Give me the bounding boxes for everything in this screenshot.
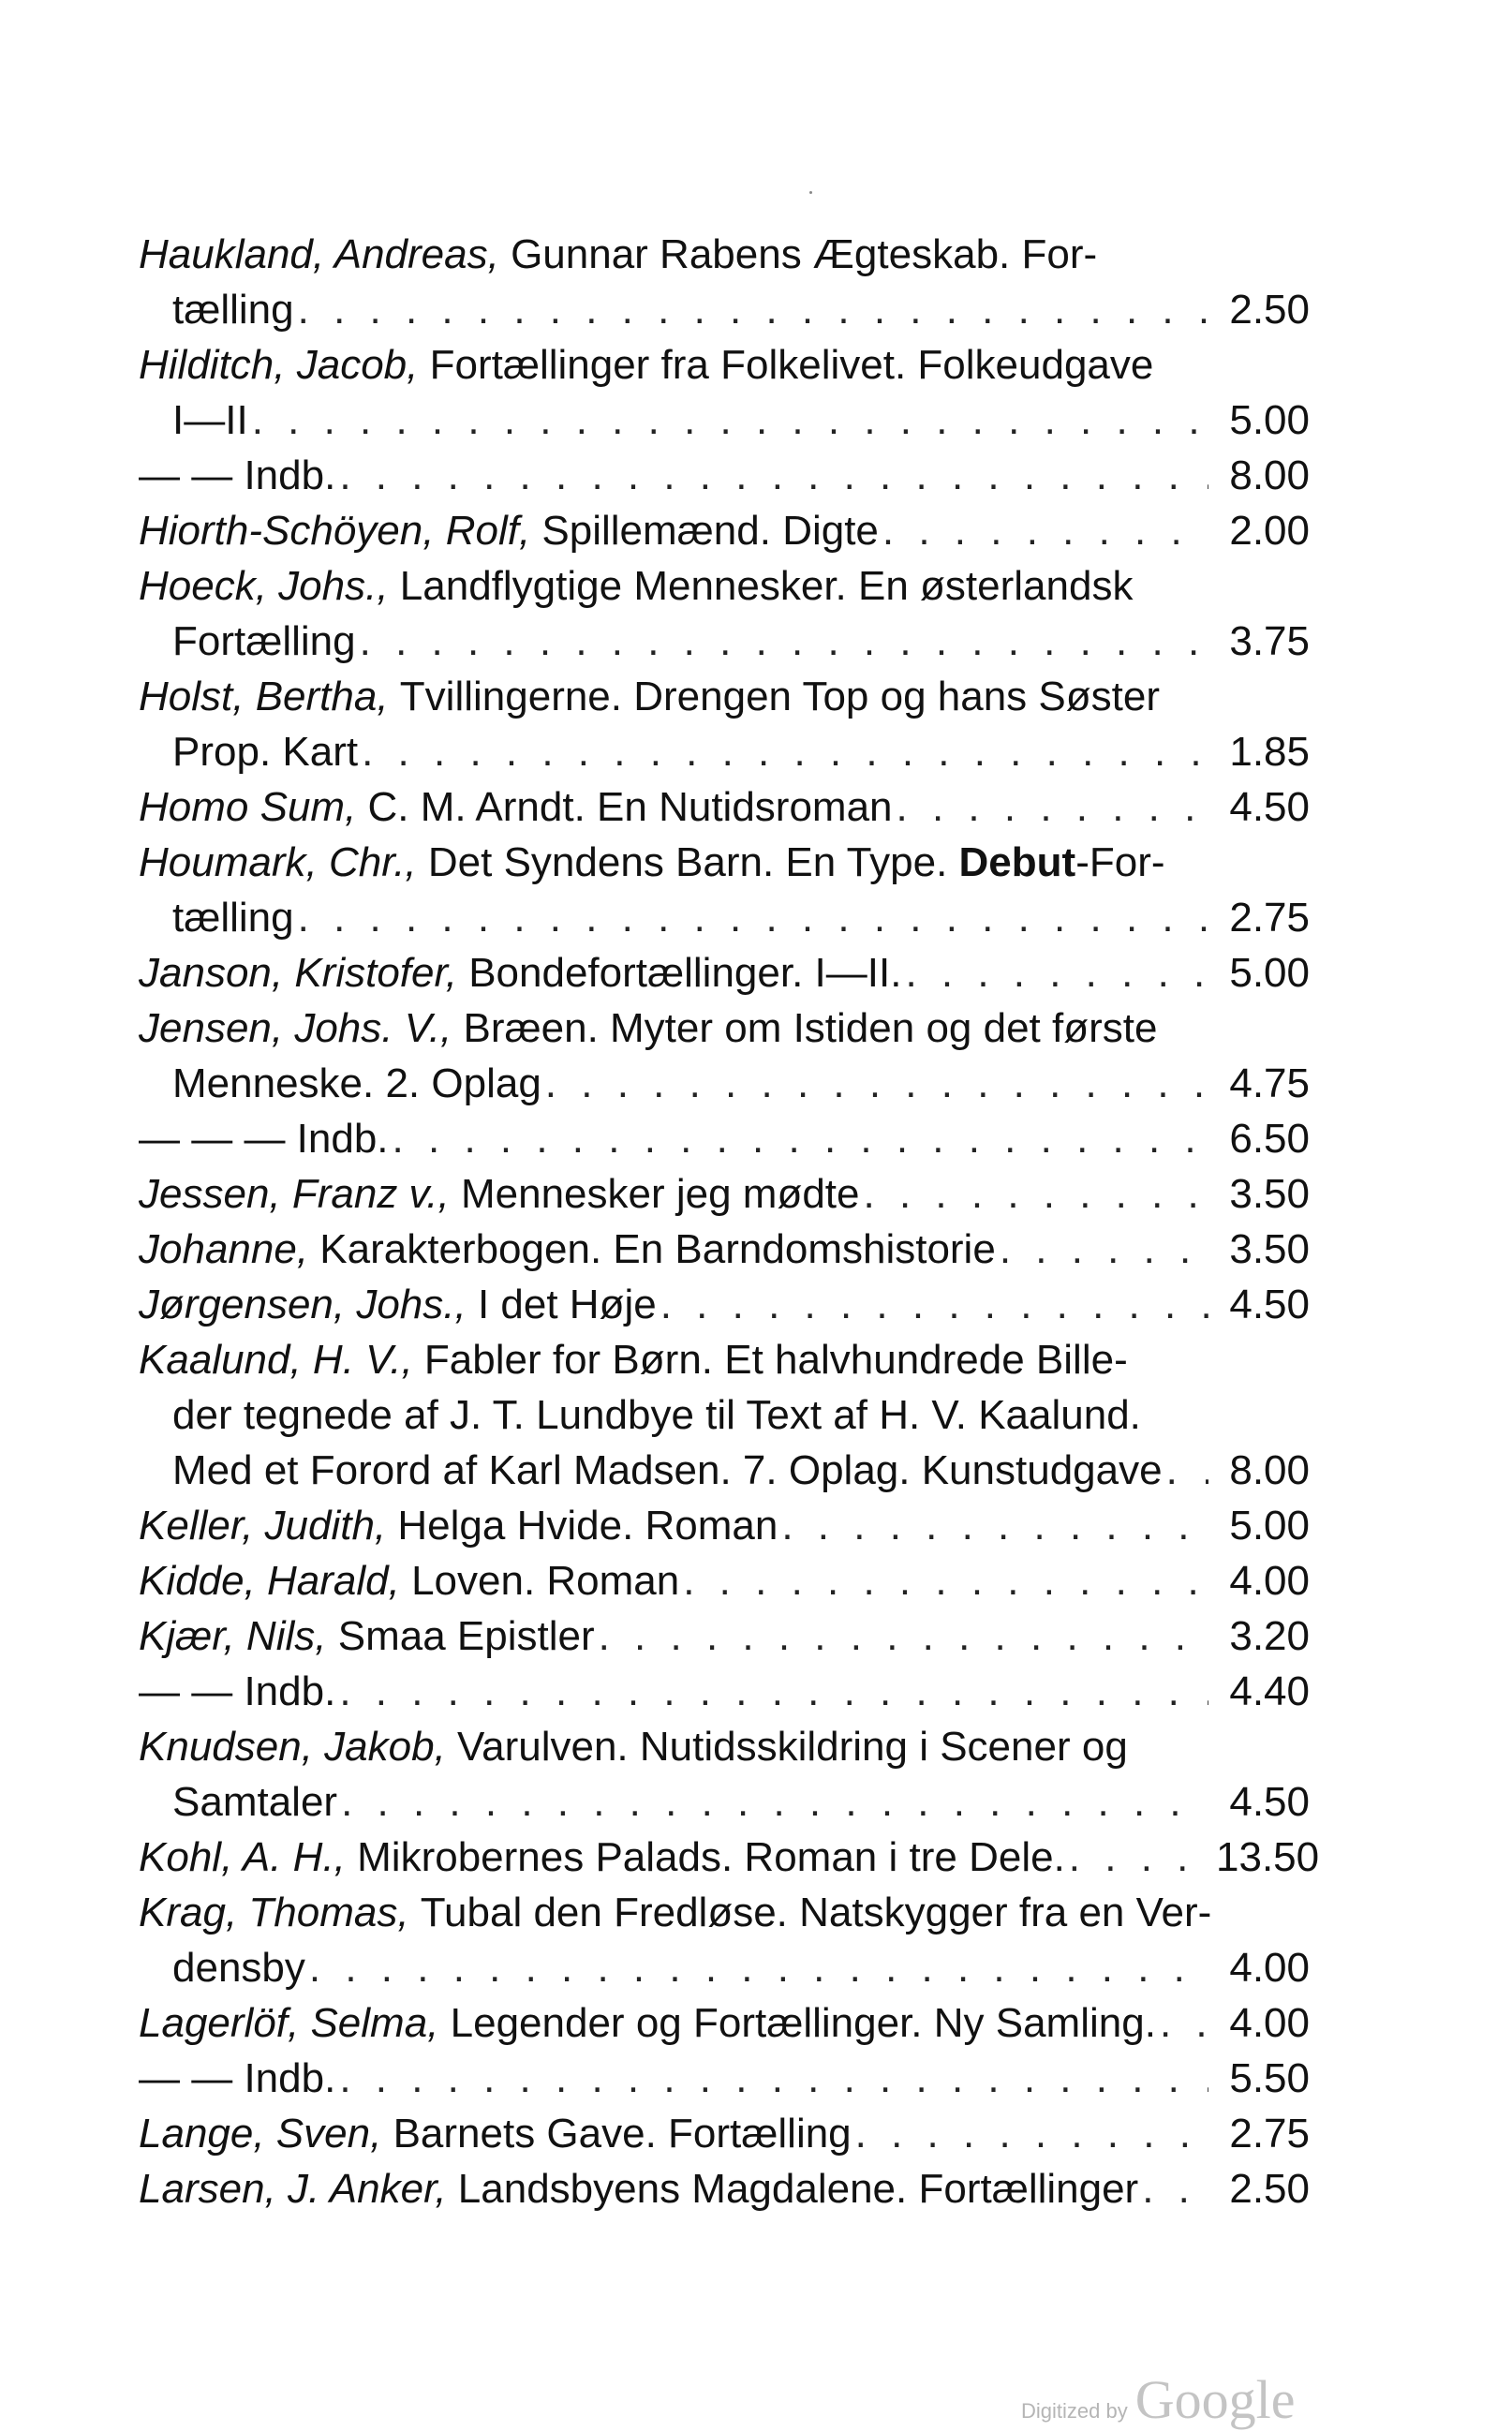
dot-leader	[1160, 1995, 1208, 2051]
dot-leader	[252, 393, 1208, 448]
entry-price: 4.00	[1229, 1558, 1310, 1604]
entry-author: Kaalund, H. V.,	[139, 1337, 413, 1383]
entry-title: Landsbyens Magdalene. Fortællinger	[457, 2166, 1139, 2212]
entry-author: Janson, Kristofer,	[139, 950, 457, 996]
entry-price-line	[139, 2106, 1310, 2161]
catalog-entry	[139, 337, 1310, 448]
entry-price: 4.75	[1229, 1060, 1310, 1106]
catalog-entry	[139, 1001, 1310, 1111]
entry-price-line	[139, 1443, 1310, 1498]
entry-title: — — Indb.	[139, 1668, 336, 1714]
entry-price: 2.75	[1229, 2111, 1310, 2157]
entry-title: Med et Forord af Karl Madsen. 7. Oplag. Kunstudgave	[172, 1447, 1163, 1493]
entry-title: Varulven. Nutidsskildring i Scener og	[457, 1724, 1128, 1770]
entry-author: Kohl, A. H.,	[139, 1834, 346, 1880]
entry-price-line	[139, 890, 1310, 945]
entry-title: Landflygtige Mennesker. En østerlandsk	[399, 563, 1134, 609]
dot-leader	[339, 2051, 1208, 2106]
catalog-entry	[139, 1111, 1310, 1166]
catalog-entry	[139, 1277, 1310, 1332]
entry-price-line	[139, 1830, 1320, 1885]
entry-price-line	[139, 1222, 1310, 1277]
entry-price: 2.75	[1229, 895, 1310, 941]
entry-price-line	[139, 945, 1310, 1001]
entry-price-line	[139, 1774, 1310, 1830]
entry-price-line	[139, 1664, 1310, 1719]
dot-leader	[882, 503, 1208, 558]
catalog-entry	[139, 2051, 1310, 2106]
entry-author: Krag, Thomas,	[139, 1890, 409, 1935]
entry-price: 4.40	[1229, 1668, 1310, 1714]
entry-title: der tegnede af J. T. Lundbye til Text af H. V. Kaalund.	[172, 1392, 1141, 1438]
entry-title: Spillemænd. Digte	[541, 508, 879, 554]
entry-price: 3.20	[1229, 1613, 1310, 1659]
entry-title: Helga Hvide. Roman	[397, 1503, 778, 1549]
entry-price: 5.00	[1229, 950, 1310, 996]
entry-title: I—II	[172, 397, 248, 443]
entry-title: Karakterbogen. En Barndomshistorie	[319, 1226, 996, 1272]
entry-title: Gunnar Rabens Ægteskab. For-	[511, 231, 1098, 277]
catalog-entry	[139, 835, 1310, 945]
catalog-entry	[139, 1222, 1310, 1277]
catalog-entry	[139, 1995, 1310, 2051]
entry-title: Mikrobernes Palads. Roman i tre Dele.	[357, 1834, 1065, 1880]
entry-title: Barnets Gave. Fortælling	[393, 2111, 852, 2157]
dot-leader	[1166, 1443, 1208, 1498]
catalog-entries	[139, 227, 1320, 2216]
entry-price: 2.00	[1229, 508, 1310, 554]
entry-title: Bræen. Myter om Istiden og det første	[463, 1005, 1158, 1051]
entry-price-line	[139, 2051, 1310, 2106]
entry-bold-tail: -For-	[1075, 839, 1165, 885]
entry-price: 5.00	[1229, 397, 1310, 443]
dot-leader	[309, 1940, 1208, 1995]
entry-price: 6.50	[1229, 1116, 1310, 1162]
entry-author: Kidde, Harald,	[139, 1558, 400, 1604]
entry-price: 4.00	[1229, 1945, 1310, 1991]
dot-leader	[545, 1056, 1208, 1111]
entry-author: Jensen, Johs. V.,	[139, 1005, 452, 1051]
entry-text-line	[139, 1001, 1310, 1056]
entry-price-line	[139, 1056, 1310, 1111]
entry-price-line	[139, 1166, 1310, 1222]
entry-price: 3.50	[1229, 1226, 1310, 1272]
dot-leader	[1142, 2161, 1208, 2216]
entry-text-line	[139, 227, 1310, 282]
entry-price-line	[139, 1940, 1310, 1995]
entry-text-line	[139, 558, 1310, 614]
entry-text-line	[139, 669, 1310, 724]
dot-leader	[393, 1111, 1208, 1166]
entry-author: Keller, Judith,	[139, 1503, 387, 1549]
entry-price: 4.50	[1229, 1779, 1310, 1825]
entry-text-line	[139, 1332, 1310, 1387]
entry-author: Lagerlöf, Selma,	[139, 2000, 439, 2046]
entry-price-line	[139, 1277, 1310, 1332]
entry-price-line	[139, 503, 1310, 558]
dot-leader	[341, 1774, 1208, 1830]
entry-title: densby	[172, 1945, 305, 1991]
dot-leader	[298, 890, 1208, 945]
entry-author: Larsen, J. Anker,	[139, 2166, 447, 2212]
entry-price-line	[139, 2161, 1310, 2216]
entry-price: 8.00	[1229, 1447, 1310, 1493]
entry-price: 4.50	[1229, 1282, 1310, 1327]
entry-price: 5.00	[1229, 1503, 1310, 1549]
entry-author: Jessen, Franz v.,	[139, 1171, 450, 1217]
dot-leader	[660, 1277, 1208, 1332]
entry-text-line	[139, 1885, 1310, 1940]
entry-title: — — — Indb.	[139, 1116, 389, 1162]
entry-title: tælling	[172, 895, 294, 941]
entry-price: 8.00	[1229, 452, 1310, 498]
entry-author: Lange, Sven,	[139, 2111, 382, 2157]
entry-price-line	[139, 393, 1310, 448]
catalog-entry	[139, 779, 1310, 835]
entry-price: 5.50	[1229, 2055, 1310, 2101]
entry-price-line	[139, 779, 1310, 835]
dot-leader	[360, 614, 1208, 669]
catalog-entry	[139, 1830, 1320, 1885]
catalog-entry	[139, 2161, 1310, 2216]
catalog-entry	[139, 558, 1310, 669]
entry-author: Johanne,	[139, 1226, 309, 1272]
entry-author: Haukland, Andreas,	[139, 231, 499, 277]
entry-title: — — Indb.	[139, 452, 336, 498]
digitized-footer	[1021, 2368, 1295, 2431]
catalog-entry	[139, 227, 1310, 337]
dot-leader	[298, 282, 1208, 337]
dot-leader	[362, 724, 1208, 779]
entry-price: 3.75	[1229, 618, 1310, 664]
dot-leader	[855, 2106, 1208, 2161]
catalog-entry	[139, 448, 1310, 503]
entry-title: Prop. Kart	[172, 729, 359, 775]
dot-leader	[683, 1553, 1208, 1608]
entry-title: Bondefortællinger. I—II.	[468, 950, 902, 996]
entry-title: C. M. Arndt. En Nutidsroman	[367, 784, 893, 830]
dot-leader	[864, 1166, 1208, 1222]
entry-price: 2.50	[1229, 2166, 1310, 2212]
catalog-entry	[139, 1719, 1310, 1830]
dot-leader	[599, 1608, 1208, 1664]
entry-author: Holst, Bertha,	[139, 674, 389, 719]
entry-price: 3.50	[1229, 1171, 1310, 1217]
entry-price-line	[139, 1608, 1310, 1664]
catalog-entry	[139, 2106, 1310, 2161]
entry-author: Kjær, Nils,	[139, 1613, 327, 1659]
entry-text-line	[139, 1719, 1310, 1774]
entry-title: Mennesker jeg mødte	[460, 1171, 860, 1217]
catalog-entry	[139, 1664, 1310, 1719]
entry-price: 2.50	[1229, 287, 1310, 333]
entry-author: Hilditch, Jacob,	[139, 342, 419, 388]
entry-title: Det Syndens Barn. En Type.	[427, 839, 948, 885]
entry-price-line	[139, 448, 1310, 503]
dot-leader	[1069, 1830, 1208, 1885]
entry-price-line	[139, 1498, 1310, 1553]
entry-price: 13.50	[1216, 1834, 1320, 1880]
dot-leader	[1000, 1222, 1208, 1277]
entry-price-line	[139, 1553, 1310, 1608]
catalog-entry	[139, 669, 1310, 779]
entry-text-line	[139, 835, 1310, 890]
catalog-entry	[139, 1332, 1310, 1498]
catalog-entry	[139, 1166, 1310, 1222]
entry-price: 4.00	[1229, 2000, 1310, 2046]
dot-leader	[897, 779, 1208, 835]
catalog-entry	[139, 1608, 1310, 1664]
entry-title: Fabler for Børn. Et halvhundrede Bille-	[423, 1337, 1128, 1383]
entry-title: — — Indb.	[139, 2055, 336, 2101]
dot-leader	[781, 1498, 1208, 1553]
catalog-entry	[139, 1885, 1310, 1995]
entry-title: Samtaler	[172, 1779, 338, 1825]
entry-title: Legender og Fortællinger. Ny Samling.	[450, 2000, 1156, 2046]
entry-title: Menneske. 2. Oplag	[172, 1060, 541, 1106]
google-logo: Google	[1134, 2369, 1296, 2430]
catalog-entry	[139, 945, 1310, 1001]
entry-author: Hiorth-Schöyen, Rolf,	[139, 508, 531, 554]
entry-author: Hoeck, Johs.,	[139, 563, 389, 609]
entry-title: Tubal den Fredløse. Natskygger fra en Ver-	[420, 1890, 1212, 1935]
entry-price: 1.85	[1229, 729, 1310, 775]
dot-leader	[339, 448, 1208, 503]
entry-title: Smaa Epistler	[337, 1613, 595, 1659]
entry-text-line	[139, 1387, 1310, 1443]
entry-price-line	[139, 724, 1310, 779]
entry-title: Fortællinger fra Folkelivet. Folkeudgave	[429, 342, 1154, 388]
entry-price-line	[139, 614, 1310, 669]
entry-author: Houmark, Chr.,	[139, 839, 417, 885]
entry-text-line	[139, 337, 1310, 393]
entry-price: 4.50	[1229, 784, 1310, 830]
entry-price-line	[139, 282, 1310, 337]
entry-title: tælling	[172, 287, 294, 333]
entry-title: Loven. Roman	[411, 1558, 680, 1604]
entry-price-line	[139, 1111, 1310, 1166]
dot-leader	[339, 1664, 1208, 1719]
catalog-entry	[139, 503, 1310, 558]
digitized-label: Digitized by	[1021, 2399, 1128, 2423]
entry-title: Tvillingerne. Drengen Top og hans Søster	[399, 674, 1160, 719]
entry-bold-word: Debut	[958, 839, 1076, 885]
catalog-entry	[139, 1498, 1310, 1553]
entry-title: I det Høje	[477, 1282, 657, 1327]
catalog-entry	[139, 1553, 1310, 1608]
print-speck	[809, 191, 812, 194]
entry-author: Jørgensen, Johs.,	[139, 1282, 467, 1327]
entry-author: Homo Sum,	[139, 784, 357, 830]
entry-price-line	[139, 1995, 1310, 2051]
dot-leader	[905, 945, 1208, 1001]
entry-title: Fortælling	[172, 618, 356, 664]
entry-author: Knudsen, Jakob,	[139, 1724, 446, 1770]
